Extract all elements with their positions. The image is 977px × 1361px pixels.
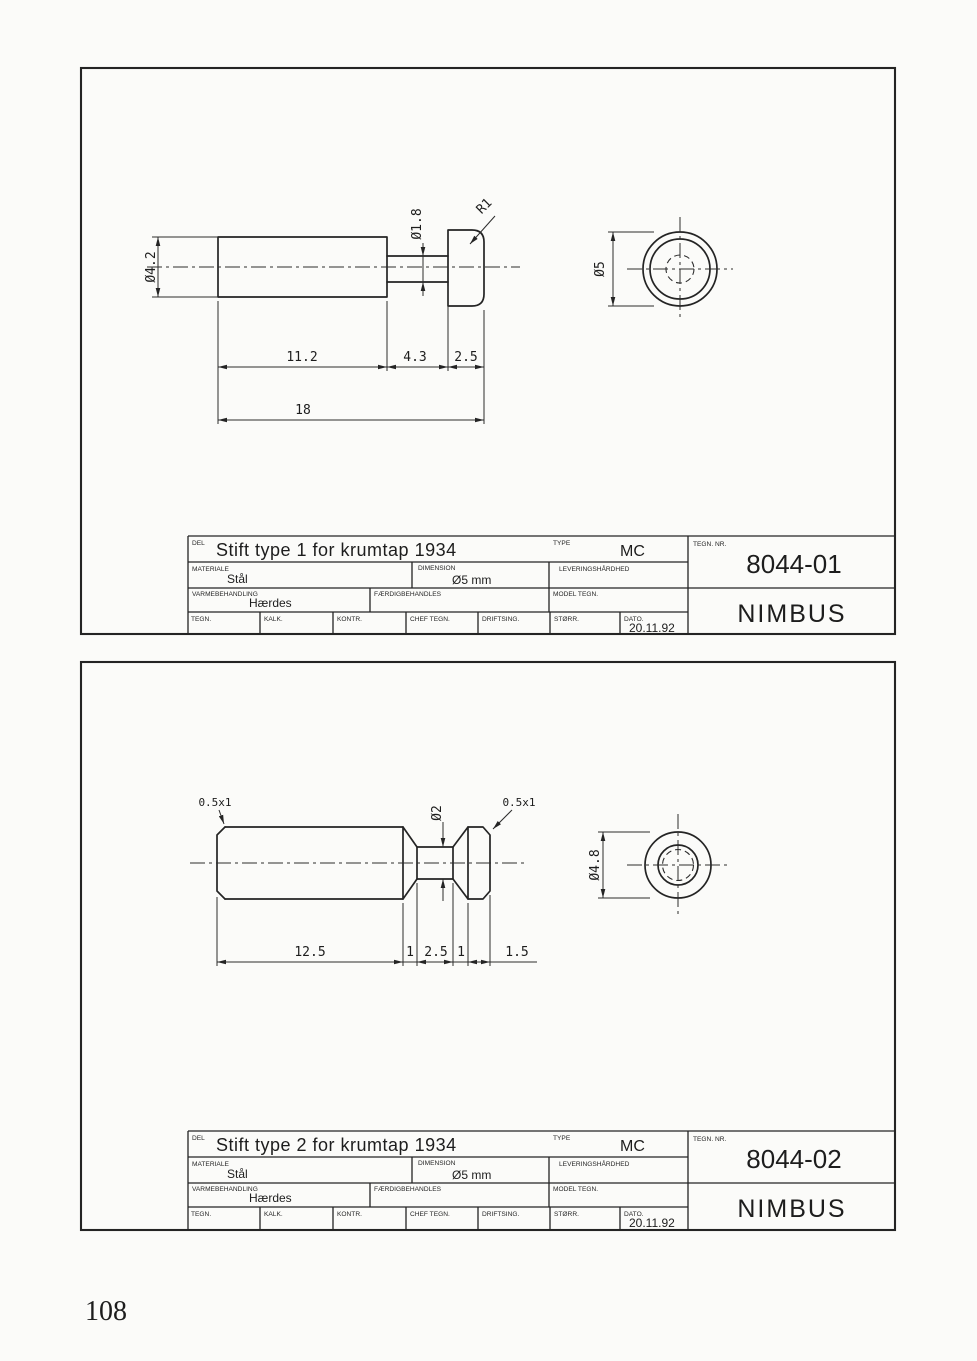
kontr-label: KONTR. bbox=[337, 1211, 362, 1218]
dato-value: 20.11.92 bbox=[629, 621, 675, 635]
kalk-label: KALK. bbox=[264, 616, 283, 623]
page-number: 108 bbox=[85, 1296, 127, 1327]
materiale-value: Stål bbox=[227, 572, 248, 586]
tegn-nr-label: TEGN. NR. bbox=[693, 1136, 727, 1143]
dim-head-length: 1.5 bbox=[505, 945, 529, 960]
sheet-1 bbox=[81, 68, 895, 635]
driftsing-label: DRIFTSING. bbox=[482, 1211, 520, 1218]
dim-taper2-length: 1 bbox=[457, 945, 465, 960]
dato-label: DATO. bbox=[624, 616, 644, 623]
del-label: DEL bbox=[192, 1135, 205, 1142]
sheet2-dimensions bbox=[198, 796, 537, 966]
dimension-label: DIMENSION bbox=[418, 1160, 456, 1167]
materiale-label: MATERIALE bbox=[192, 1161, 229, 1168]
storr-label: STØRR. bbox=[554, 1211, 579, 1218]
dim-neck-diameter: Ø1.8 bbox=[410, 208, 425, 240]
leveringshaardhed-label: LEVERINGSHÅRDHED bbox=[559, 566, 630, 573]
company-name: NIMBUS bbox=[737, 1195, 847, 1223]
type-label: TYPE bbox=[553, 1135, 571, 1142]
drawing-title: Stift type 2 for krumtap 1934 bbox=[216, 1135, 457, 1155]
tegn-nr-value: 8044-02 bbox=[746, 1144, 842, 1174]
sheet1-side-view-outline bbox=[147, 230, 520, 306]
varmebehandling-value: Hærdes bbox=[249, 596, 292, 610]
dim-total-length: 18 bbox=[295, 403, 311, 418]
materiale-value: Stål bbox=[227, 1167, 248, 1181]
dimension-label: DIMENSION bbox=[418, 565, 456, 572]
dim-shaft-diameter: Ø4.2 bbox=[144, 251, 159, 283]
company-name: NIMBUS bbox=[737, 600, 847, 628]
dim-head-length: 2.5 bbox=[454, 350, 478, 365]
sheet2-side-view-outline bbox=[190, 827, 525, 899]
dim-neck-length: 4.3 bbox=[403, 350, 427, 365]
dim-neck-length: 2.5 bbox=[424, 945, 448, 960]
dimension-value: Ø5 mm bbox=[452, 573, 492, 587]
varmebehandling-label: VARMEBEHANDLING bbox=[192, 1186, 258, 1193]
dim-taper1-length: 1 bbox=[406, 945, 414, 960]
sheet2-end-view bbox=[588, 814, 730, 916]
dim-shaft-length: 12.5 bbox=[294, 945, 326, 960]
drawing-title: Stift type 1 for krumtap 1934 bbox=[216, 540, 457, 560]
tegn-label: TEGN. bbox=[191, 1211, 212, 1218]
kontr-label: KONTR. bbox=[337, 616, 362, 623]
chef-tegn-label: CHEF TEGN. bbox=[410, 616, 450, 623]
del-label: DEL bbox=[192, 540, 205, 547]
varmebehandling-value: Hærdes bbox=[249, 1191, 292, 1205]
sheet-2 bbox=[81, 662, 895, 1230]
chef-tegn-label: CHEF TEGN. bbox=[410, 1211, 450, 1218]
dim-head-radius: R1 bbox=[473, 195, 496, 218]
dim-chamfer-left: 0.5x1 bbox=[198, 796, 232, 809]
kalk-label: KALK. bbox=[264, 1211, 283, 1218]
dim-shaft-length: 11.2 bbox=[286, 350, 318, 365]
tegn-nr-label: TEGN. NR. bbox=[693, 541, 727, 548]
tegn-nr-value: 8044-01 bbox=[746, 549, 842, 579]
dim-neck-diameter: Ø2 bbox=[430, 805, 445, 821]
dim-chamfer-right: 0.5x1 bbox=[502, 796, 536, 809]
sheet1-dimensions bbox=[144, 196, 495, 424]
type-label: TYPE bbox=[553, 540, 571, 547]
sheet1-title-block bbox=[188, 536, 895, 635]
leveringshaardhed-label: LEVERINGSHÅRDHED bbox=[559, 1161, 630, 1168]
driftsing-label: DRIFTSING. bbox=[482, 616, 520, 623]
dim-end-diameter: Ø4.8 bbox=[588, 849, 603, 881]
materiale-label: MATERIALE bbox=[192, 566, 229, 573]
model-tegn-label: MODEL TEGN. bbox=[553, 1186, 599, 1193]
varmebehandling-label: VARMEBEHANDLING bbox=[192, 591, 258, 598]
storr-label: STØRR. bbox=[554, 616, 579, 623]
sheet2-title-block bbox=[188, 1131, 895, 1230]
faerdigbehandles-label: FÆRDIGBEHANDLES bbox=[374, 1186, 442, 1193]
dim-end-diameter: Ø5 bbox=[593, 261, 608, 277]
type-value: MC bbox=[620, 1138, 645, 1155]
tegn-label: TEGN. bbox=[191, 616, 212, 623]
type-value: MC bbox=[620, 543, 645, 560]
dato-value: 20.11.92 bbox=[629, 1216, 675, 1230]
dimension-value: Ø5 mm bbox=[452, 1168, 492, 1182]
dato-label: DATO. bbox=[624, 1211, 644, 1218]
faerdigbehandles-label: FÆRDIGBEHANDLES bbox=[374, 591, 442, 598]
model-tegn-label: MODEL TEGN. bbox=[553, 591, 599, 598]
sheet1-end-view bbox=[593, 217, 733, 321]
